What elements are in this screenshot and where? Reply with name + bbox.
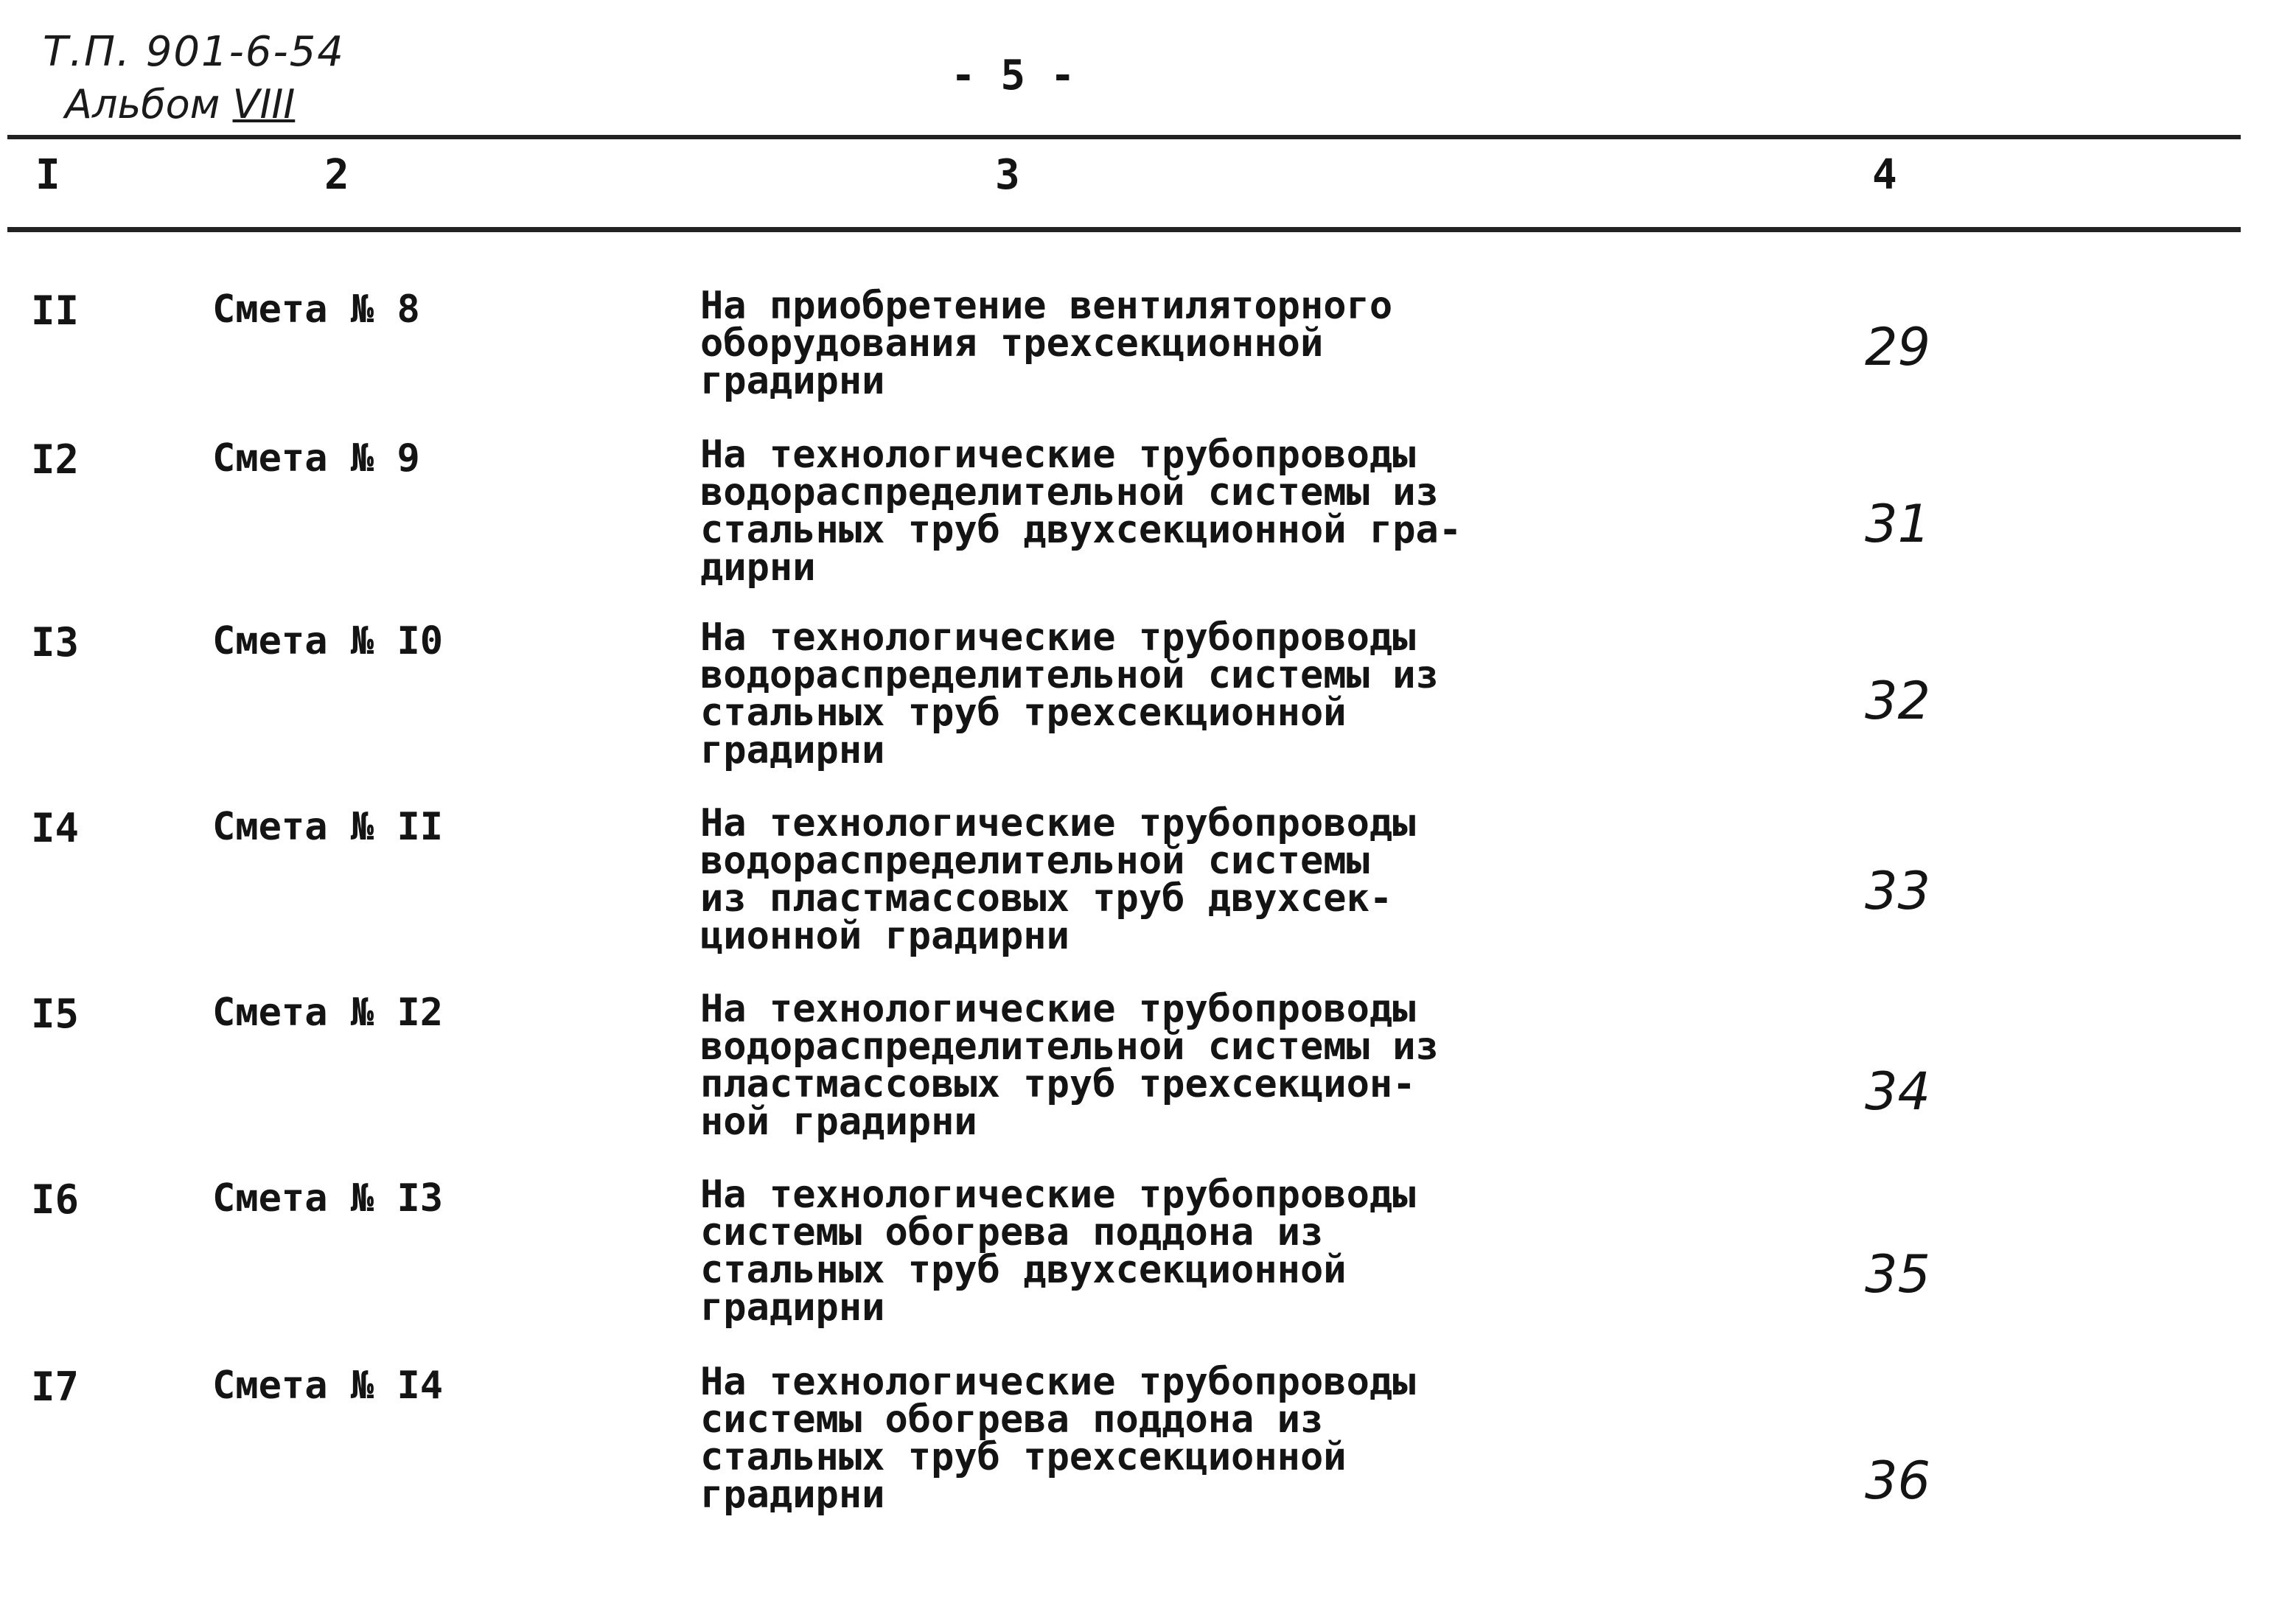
- estimate-ref: Смета № 8: [212, 287, 420, 332]
- row-number: I6: [31, 1176, 80, 1223]
- estimate-ref: Смета № II: [212, 805, 444, 849]
- column-header-4: 4: [1872, 151, 1897, 199]
- row-number: I7: [31, 1364, 80, 1410]
- page-ref: 29: [1865, 317, 1931, 377]
- document-code: Т.П. 901-6-54: [43, 28, 345, 76]
- album-roman-numeral: VIII: [232, 81, 296, 128]
- table-row: [0, 987, 2296, 1175]
- estimate-description: На технологические трубопроводы системы обогрева поддона из стальных труб двухсекционной градирни: [700, 1173, 1416, 1330]
- album-label: [65, 81, 295, 128]
- row-number: I4: [31, 805, 80, 851]
- row-number: I5: [31, 991, 80, 1037]
- row-number: I3: [31, 619, 80, 666]
- page-ref: 35: [1865, 1244, 1931, 1305]
- table-row: [0, 615, 2296, 803]
- estimate-ref: Смета № I3: [212, 1176, 444, 1221]
- page-ref: 36: [1865, 1451, 1931, 1511]
- estimate-ref: Смета № I4: [212, 1364, 444, 1408]
- header-bottom-rule: [7, 227, 2241, 232]
- column-header-2: 2: [324, 151, 349, 199]
- column-header-3: 3: [995, 151, 1020, 199]
- page-ref: 33: [1865, 861, 1931, 921]
- table-row: [0, 1173, 2296, 1361]
- row-number: I2: [31, 436, 80, 483]
- table-row: [0, 433, 2296, 621]
- estimate-description: На технологические трубопроводы водораспределительной системы из пластмассовых труб двухсек- ционной градирни: [700, 801, 1416, 958]
- row-number: II: [31, 287, 80, 334]
- estimate-description: На технологические трубопроводы водораспределительной системы из стальных труб трехсекционной градирни: [700, 615, 1439, 772]
- page-ref: 34: [1865, 1061, 1931, 1122]
- estimate-description: На технологические трубопроводы водораспределительной системы из стальных труб двухсекционной гра- дирни: [700, 433, 1462, 590]
- column-header-1: I: [35, 151, 60, 199]
- album-word: Альбом: [65, 81, 220, 128]
- page-ref: 31: [1865, 494, 1931, 554]
- estimate-description: На приобретение вентиляторного оборудования трехсекционной градирни: [700, 284, 1393, 403]
- header-top-rule: [7, 135, 2241, 139]
- page-number: - 5 -: [951, 52, 1075, 100]
- estimate-description: На технологические трубопроводы водораспределительной системы из пластмассовых труб трехсекцион- ной градирни: [700, 987, 1439, 1144]
- estimate-ref: Смета № I2: [212, 991, 444, 1035]
- estimate-description: На технологические трубопроводы системы обогрева поддона из стальных труб трехсекционной градирни: [700, 1360, 1416, 1517]
- estimate-ref: Смета № 9: [212, 436, 420, 481]
- page-ref: 32: [1865, 671, 1931, 731]
- table-row: [0, 1360, 2296, 1548]
- table-row: [0, 801, 2296, 989]
- estimate-ref: Смета № I0: [212, 619, 444, 663]
